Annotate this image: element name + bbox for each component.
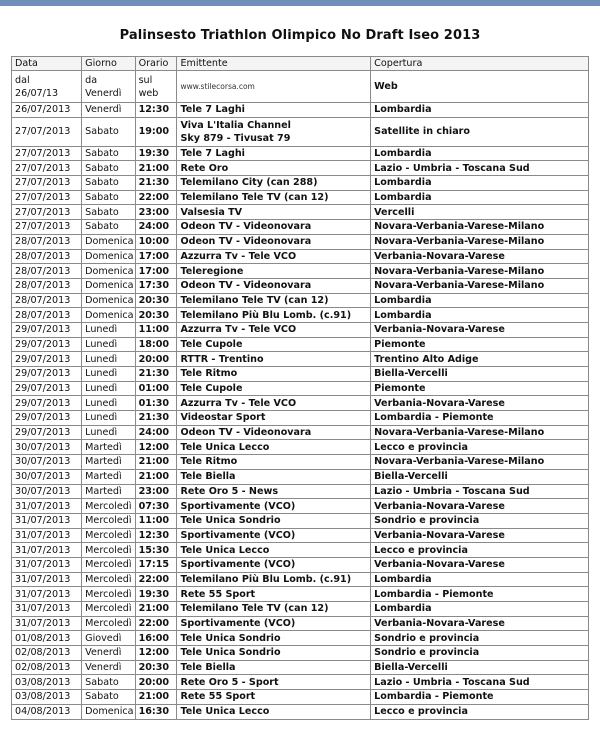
cell-coverage (371, 71, 589, 103)
table-row (12, 675, 589, 690)
cell-day: Domenica (82, 264, 135, 279)
cell-time: 21:00 (135, 469, 177, 484)
cell-emitter: Azzurra Tv - Tele VCO (177, 322, 371, 337)
cell-time: 19:00 (135, 117, 177, 146)
cell-emitter: Azzurra Tv - Tele VCO (177, 396, 371, 411)
cell-date: 03/08/2013 (12, 675, 82, 690)
table-row (12, 455, 589, 470)
cell-day: Martedì (82, 469, 135, 484)
cell-day: Sabato (82, 205, 135, 220)
cell-time: 16:00 (135, 631, 177, 646)
cell-date: 28/07/2013 (12, 278, 82, 293)
cell-date: 27/07/2013 (12, 190, 82, 205)
cell-date: 27/07/2013 (12, 161, 82, 176)
cell-day: Lunedì (82, 381, 135, 396)
table-row (12, 367, 589, 382)
cell-date: 30/07/2013 (12, 469, 82, 484)
cell-time: 11:00 (135, 513, 177, 528)
header-data: Data (12, 57, 82, 71)
cell-coverage: Piemonte (371, 337, 589, 352)
cell-time: 22:00 (135, 190, 177, 205)
cell-date: 28/07/2013 (12, 293, 82, 308)
cell-date: 04/08/2013 (12, 704, 82, 719)
table-row (12, 249, 589, 264)
cell-time: 21:30 (135, 367, 177, 382)
cell-date: 01/08/2013 (12, 631, 82, 646)
cell-date: 27/07/2013 (12, 220, 82, 235)
cell-date: 31/07/2013 (12, 616, 82, 631)
cell-date: 02/08/2013 (12, 646, 82, 661)
cell-date: 27/07/2013 (12, 205, 82, 220)
cell-date: 31/07/2013 (12, 499, 82, 514)
cell-time: 12:30 (135, 103, 177, 118)
cell-emitter: Sportivamente (VCO) (177, 499, 371, 514)
cell-day: Martedì (82, 455, 135, 470)
website-link[interactable]: www.stilecorsa.com (180, 82, 255, 91)
cell-time: 22:00 (135, 572, 177, 587)
cell-emitter: Sportivamente (VCO) (177, 557, 371, 572)
cell-coverage: Lombardia (371, 308, 589, 323)
cell-time (135, 71, 177, 103)
cell-time: 20:00 (135, 352, 177, 367)
table-header-row (12, 57, 589, 71)
cell-time: 16:30 (135, 704, 177, 719)
table-row (12, 322, 589, 337)
table-row (12, 220, 589, 235)
cell-day: Lunedì (82, 337, 135, 352)
cell-coverage: Lecco e provincia (371, 543, 589, 558)
cell-date: 30/07/2013 (12, 440, 82, 455)
table-row (12, 161, 589, 176)
table-row (12, 352, 589, 367)
cell-date: 28/07/2013 (12, 249, 82, 264)
cell-day: Sabato (82, 220, 135, 235)
table-row (12, 660, 589, 675)
cell-coverage: Lazio - Umbria - Toscana Sud (371, 484, 589, 499)
cell-day: Venerdì (82, 646, 135, 661)
cell-day: Mercoledì (82, 616, 135, 631)
cell-time: 15:30 (135, 543, 177, 558)
cell-emitter: Odeon TV - Videonovara (177, 234, 371, 249)
cell-coverage: Lombardia (371, 103, 589, 118)
cell-time: 01:00 (135, 381, 177, 396)
cell-day: Domenica (82, 293, 135, 308)
cell-time: 19:30 (135, 146, 177, 161)
cell-day: Martedì (82, 484, 135, 499)
cell-emitter[interactable] (177, 71, 371, 103)
cell-emitter: Teleregione (177, 264, 371, 279)
cell-coverage: Verbania-Novara-Varese (371, 322, 589, 337)
cell-date: 02/08/2013 (12, 660, 82, 675)
cell-date-text: dal 26/07/13 (15, 74, 59, 99)
cell-coverage: Sondrio e provincia (371, 513, 589, 528)
table-row (12, 425, 589, 440)
table-row (12, 264, 589, 279)
cell-date: 29/07/2013 (12, 425, 82, 440)
cell-time: 21:00 (135, 602, 177, 617)
header-emittente: Emittente (177, 57, 371, 71)
cell-emitter: Telemilano City (can 288) (177, 176, 371, 191)
cell-emitter: Valsesia TV (177, 205, 371, 220)
cell-coverage: Verbania-Novara-Varese (371, 499, 589, 514)
cell-date: 29/07/2013 (12, 396, 82, 411)
table-row (12, 146, 589, 161)
cell-date: 29/07/2013 (12, 381, 82, 396)
cell-date: 29/07/2013 (12, 322, 82, 337)
cell-coverage: Novara-Verbania-Varese-Milano (371, 234, 589, 249)
cell-coverage-text: Web (374, 81, 398, 92)
cell-day-text: da Venerdì (85, 74, 122, 99)
cell-time: 21:30 (135, 176, 177, 191)
cell-day: Domenica (82, 278, 135, 293)
cell-emitter: Tele Unica Lecco (177, 440, 371, 455)
cell-coverage: Sondrio e provincia (371, 646, 589, 661)
cell-emitter: Videostar Sport (177, 411, 371, 426)
cell-day: Lunedì (82, 396, 135, 411)
cell-coverage: Novara-Verbania-Varese-Milano (371, 278, 589, 293)
table-row-web (12, 71, 589, 103)
table-row (12, 234, 589, 249)
cell-date: 28/07/2013 (12, 234, 82, 249)
cell-day: Mercoledì (82, 543, 135, 558)
cell-coverage: Biella-Vercelli (371, 367, 589, 382)
table-row (12, 587, 589, 602)
cell-coverage: Novara-Verbania-Varese-Milano (371, 425, 589, 440)
cell-day: Lunedì (82, 367, 135, 382)
table-row (12, 103, 589, 118)
cell-date: 28/07/2013 (12, 264, 82, 279)
cell-date: 03/08/2013 (12, 690, 82, 705)
cell-day: Domenica (82, 249, 135, 264)
cell-coverage: Verbania-Novara-Varese (371, 249, 589, 264)
schedule-table (11, 56, 589, 720)
table-row (12, 513, 589, 528)
cell-coverage: Lombardia (371, 146, 589, 161)
table-row (12, 543, 589, 558)
table-row (12, 117, 589, 146)
cell-coverage: Verbania-Novara-Varese (371, 616, 589, 631)
cell-day: Mercoledì (82, 513, 135, 528)
cell-emitter: Tele Unica Lecco (177, 704, 371, 719)
cell-coverage: Lazio - Umbria - Toscana Sud (371, 675, 589, 690)
cell-date: 29/07/2013 (12, 352, 82, 367)
cell-time: 23:00 (135, 205, 177, 220)
cell-emitter: Odeon TV - Videonovara (177, 425, 371, 440)
cell-day: Sabato (82, 690, 135, 705)
header-giorno: Giorno (82, 57, 135, 71)
cell-coverage: Lecco e provincia (371, 440, 589, 455)
cell-emitter: Rete Oro 5 - Sport (177, 675, 371, 690)
cell-day: Sabato (82, 190, 135, 205)
cell-date: 30/07/2013 (12, 484, 82, 499)
cell-day: Mercoledì (82, 557, 135, 572)
cell-day: Lunedì (82, 322, 135, 337)
header-copertura: Copertura (371, 57, 589, 71)
cell-day: Sabato (82, 117, 135, 146)
table-row (12, 293, 589, 308)
table-row (12, 690, 589, 705)
cell-day: Sabato (82, 161, 135, 176)
cell-time: 07:30 (135, 499, 177, 514)
table-body (12, 71, 589, 720)
table-row (12, 190, 589, 205)
cell-emitter: Sportivamente (VCO) (177, 616, 371, 631)
cell-coverage: Biella-Vercelli (371, 469, 589, 484)
cell-date: 27/07/2013 (12, 146, 82, 161)
cell-day: Domenica (82, 308, 135, 323)
cell-coverage: Lombardia (371, 572, 589, 587)
cell-time: 01:30 (135, 396, 177, 411)
cell-emitter: Tele Unica Sondrio (177, 646, 371, 661)
cell-emitter: Tele 7 Laghi (177, 146, 371, 161)
cell-time: 23:00 (135, 484, 177, 499)
cell-emitter: Tele Cupole (177, 337, 371, 352)
cell-coverage: Satellite in chiaro (371, 117, 589, 146)
cell-emitter: Rete 55 Sport (177, 690, 371, 705)
cell-coverage: Lombardia (371, 176, 589, 191)
cell-day: Domenica (82, 234, 135, 249)
cell-emitter: Tele 7 Laghi (177, 103, 371, 118)
cell-coverage: Lombardia - Piemonte (371, 690, 589, 705)
cell-day: Lunedì (82, 425, 135, 440)
cell-time: 17:30 (135, 278, 177, 293)
table-row (12, 469, 589, 484)
cell-coverage: Lombardia - Piemonte (371, 587, 589, 602)
table-row (12, 631, 589, 646)
cell-time: 20:30 (135, 660, 177, 675)
cell-emitter: RTTR - Trentino (177, 352, 371, 367)
cell-time: 19:30 (135, 587, 177, 602)
table-row (12, 337, 589, 352)
cell-emitter: Telemilano Tele TV (can 12) (177, 293, 371, 308)
cell-time: 20:30 (135, 308, 177, 323)
cell-time-text: sul web (138, 74, 159, 99)
page-title: Palinsesto Triathlon Olimpico No Draft Iseo 2013 (119, 28, 481, 43)
cell-time: 24:00 (135, 425, 177, 440)
cell-emitter: Tele Ritmo (177, 455, 371, 470)
cell-emitter: Telemilano Tele TV (can 12) (177, 190, 371, 205)
cell-emitter: Tele Biella (177, 660, 371, 675)
table-row (12, 411, 589, 426)
cell-date: 27/07/2013 (12, 176, 82, 191)
cell-time: 10:00 (135, 234, 177, 249)
cell-day: Martedì (82, 440, 135, 455)
cell-coverage: Lombardia - Piemonte (371, 411, 589, 426)
cell-day: Lunedì (82, 352, 135, 367)
cell-time: 21:00 (135, 690, 177, 705)
cell-time: 17:00 (135, 264, 177, 279)
table-row (12, 557, 589, 572)
header-orario: Orario (135, 57, 177, 71)
cell-emitter: Rete Oro (177, 161, 371, 176)
cell-date: 31/07/2013 (12, 543, 82, 558)
cell-time: 11:00 (135, 322, 177, 337)
table-row (12, 616, 589, 631)
cell-emitter: Telemilano Più Blu Lomb. (c.91) (177, 572, 371, 587)
cell-day: Domenica (82, 704, 135, 719)
cell-emitter: Telemilano Tele TV (can 12) (177, 602, 371, 617)
cell-time: 18:00 (135, 337, 177, 352)
cell-emitter: Telemilano Più Blu Lomb. (c.91) (177, 308, 371, 323)
cell-date: 29/07/2013 (12, 337, 82, 352)
cell-day: Mercoledì (82, 499, 135, 514)
cell-emitter: Tele Ritmo (177, 367, 371, 382)
cell-time: 17:15 (135, 557, 177, 572)
cell-time: 20:30 (135, 293, 177, 308)
cell-coverage: Verbania-Novara-Varese (371, 396, 589, 411)
table-row (12, 176, 589, 191)
cell-emitter: Sportivamente (VCO) (177, 528, 371, 543)
cell-day: Lunedì (82, 411, 135, 426)
cell-emitter: Rete 55 Sport (177, 587, 371, 602)
cell-emitter: Tele Unica Sondrio (177, 631, 371, 646)
table-row (12, 646, 589, 661)
cell-date: 29/07/2013 (12, 367, 82, 382)
cell-coverage: Novara-Verbania-Varese-Milano (371, 264, 589, 279)
cell-time: 21:00 (135, 161, 177, 176)
cell-time: 21:00 (135, 455, 177, 470)
cell-coverage: Verbania-Novara-Varese (371, 557, 589, 572)
table-row (12, 440, 589, 455)
cell-emitter: Azzurra Tv - Tele VCO (177, 249, 371, 264)
cell-date: 31/07/2013 (12, 572, 82, 587)
table-row (12, 205, 589, 220)
cell-coverage: Lazio - Umbria - Toscana Sud (371, 161, 589, 176)
cell-date: 31/07/2013 (12, 528, 82, 543)
cell-time: 21:30 (135, 411, 177, 426)
cell-date: 28/07/2013 (12, 308, 82, 323)
table-row (12, 499, 589, 514)
cell-coverage: Lombardia (371, 190, 589, 205)
cell-date: 30/07/2013 (12, 455, 82, 470)
cell-date: 31/07/2013 (12, 513, 82, 528)
cell-day: Venerdì (82, 103, 135, 118)
cell-date: 26/07/2013 (12, 103, 82, 118)
cell-time: 17:00 (135, 249, 177, 264)
cell-coverage: Sondrio e provincia (371, 631, 589, 646)
cell-date: 27/07/2013 (12, 117, 82, 146)
cell-coverage: Trentino Alto Adige (371, 352, 589, 367)
cell-coverage: Verbania-Novara-Varese (371, 528, 589, 543)
cell-date: 31/07/2013 (12, 602, 82, 617)
cell-coverage: Novara-Verbania-Varese-Milano (371, 220, 589, 235)
cell-day (82, 71, 135, 103)
cell-day: Giovedì (82, 631, 135, 646)
cell-day: Sabato (82, 675, 135, 690)
table-row (12, 602, 589, 617)
cell-date: 31/07/2013 (12, 587, 82, 602)
cell-coverage: Biella-Vercelli (371, 660, 589, 675)
table-row (12, 308, 589, 323)
table-row (12, 704, 589, 719)
cell-day: Mercoledì (82, 602, 135, 617)
table-row (12, 278, 589, 293)
cell-date: 29/07/2013 (12, 411, 82, 426)
cell-emitter: Tele Biella (177, 469, 371, 484)
top-accent-bar (0, 0, 600, 6)
cell-day: Mercoledì (82, 587, 135, 602)
table-row (12, 484, 589, 499)
cell-time: 20:00 (135, 675, 177, 690)
table-row (12, 528, 589, 543)
cell-emitter: Tele Cupole (177, 381, 371, 396)
cell-emitter: Odeon TV - Videonovara (177, 278, 371, 293)
cell-emitter: Odeon TV - Videonovara (177, 220, 371, 235)
cell-coverage: Lecco e provincia (371, 704, 589, 719)
table-row (12, 572, 589, 587)
cell-day: Venerdì (82, 660, 135, 675)
cell-time: 12:00 (135, 646, 177, 661)
cell-day: Mercoledì (82, 528, 135, 543)
cell-day: Mercoledì (82, 572, 135, 587)
table-row (12, 381, 589, 396)
cell-date (12, 71, 82, 103)
cell-coverage: Lombardia (371, 293, 589, 308)
cell-time: 12:00 (135, 440, 177, 455)
cell-coverage: Piemonte (371, 381, 589, 396)
cell-emitter: Tele Unica Lecco (177, 543, 371, 558)
cell-coverage: Lombardia (371, 602, 589, 617)
cell-time: 24:00 (135, 220, 177, 235)
cell-time: 22:00 (135, 616, 177, 631)
cell-emitter: Rete Oro 5 - News (177, 484, 371, 499)
table-row (12, 396, 589, 411)
cell-emitter: Viva L'Italia Channel Sky 879 - Tivusat 79 (177, 117, 371, 146)
cell-day: Sabato (82, 146, 135, 161)
cell-coverage: Novara-Verbania-Varese-Milano (371, 455, 589, 470)
cell-day: Sabato (82, 176, 135, 191)
cell-coverage: Vercelli (371, 205, 589, 220)
cell-time: 12:30 (135, 528, 177, 543)
cell-emitter: Tele Unica Sondrio (177, 513, 371, 528)
cell-date: 31/07/2013 (12, 557, 82, 572)
